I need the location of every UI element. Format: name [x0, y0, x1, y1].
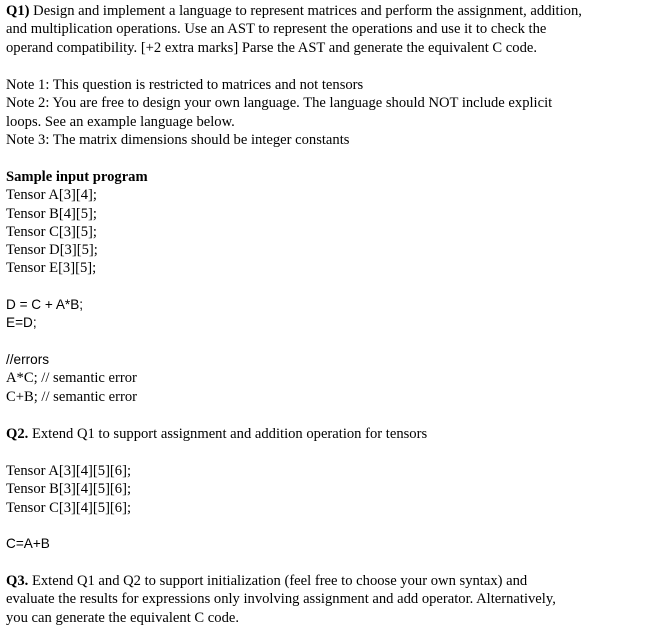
q1-text-1: Design and implement a language to represent matrices and perform the assignment, addition,	[33, 3, 582, 19]
sample-errors	[6, 351, 636, 406]
q2-line	[6, 425, 636, 443]
sample-program	[6, 168, 636, 278]
code-line: Tensor D[3][5];	[6, 242, 98, 259]
code-line: E=D;	[6, 315, 37, 331]
code-line: C+B; // semantic error	[6, 388, 138, 405]
q2-declarations	[6, 462, 636, 517]
q1-line-3: operand compatibility. [+2 extra marks] Parse the AST and generate the equivalent C code.	[6, 39, 538, 56]
note-line: Note 2: You are free to design your own language. The language should NOT include explicit	[6, 95, 553, 112]
q3-label: Q3.	[6, 573, 29, 589]
question-3	[6, 572, 636, 627]
code-comment: //errors	[6, 352, 50, 367]
sample-heading: Sample input program	[6, 169, 148, 185]
code-line: Tensor C[3][5];	[6, 223, 97, 240]
code-line: Tensor C[3][4][5][6];	[6, 499, 132, 516]
code-line: D = C + A*B;	[6, 297, 84, 312]
q1-label: Q1)	[6, 3, 30, 19]
code-line: Tensor A[3][4];	[6, 187, 97, 204]
note-line: Note 1: This question is restricted to matrices and not tensors	[6, 77, 364, 93]
code-line: Tensor B[3][4][5][6];	[6, 481, 132, 498]
code-line: C=A+B	[6, 536, 50, 551]
q3-line-2: evaluate the results for expressions only involving assignment and add operator. Alternatively,	[6, 591, 556, 608]
q3-text-1: Extend Q1 and Q2 to support initialization (feel free to choose your own syntax) and	[31, 573, 528, 589]
code-line: A*C; // semantic error	[6, 370, 137, 387]
q1-line-2: and multiplication operations. Use an AST to represent the operations and use it to check the	[6, 21, 547, 38]
q1-line-1	[6, 2, 636, 20]
q2-text: Extend Q1 to support assignment and addition operation for tensors	[31, 426, 428, 442]
note-line: Note 3: The matrix dimensions should be integer constants	[6, 131, 350, 148]
q2-label: Q2.	[6, 426, 29, 442]
code-line: Tensor B[4][5];	[6, 205, 97, 222]
q2-assignment	[6, 535, 636, 553]
sample-operations	[6, 296, 636, 333]
note-line: loops. See an example language below.	[6, 113, 235, 130]
code-line: Tensor E[3][5];	[6, 260, 97, 277]
question-2	[6, 425, 636, 443]
code-line: Tensor A[3][4][5][6];	[6, 463, 132, 479]
q3-line-3: you can generate the equivalent C code.	[6, 609, 239, 626]
question-1	[6, 2, 636, 57]
q3-line-1	[6, 572, 636, 590]
notes-section	[6, 76, 636, 149]
